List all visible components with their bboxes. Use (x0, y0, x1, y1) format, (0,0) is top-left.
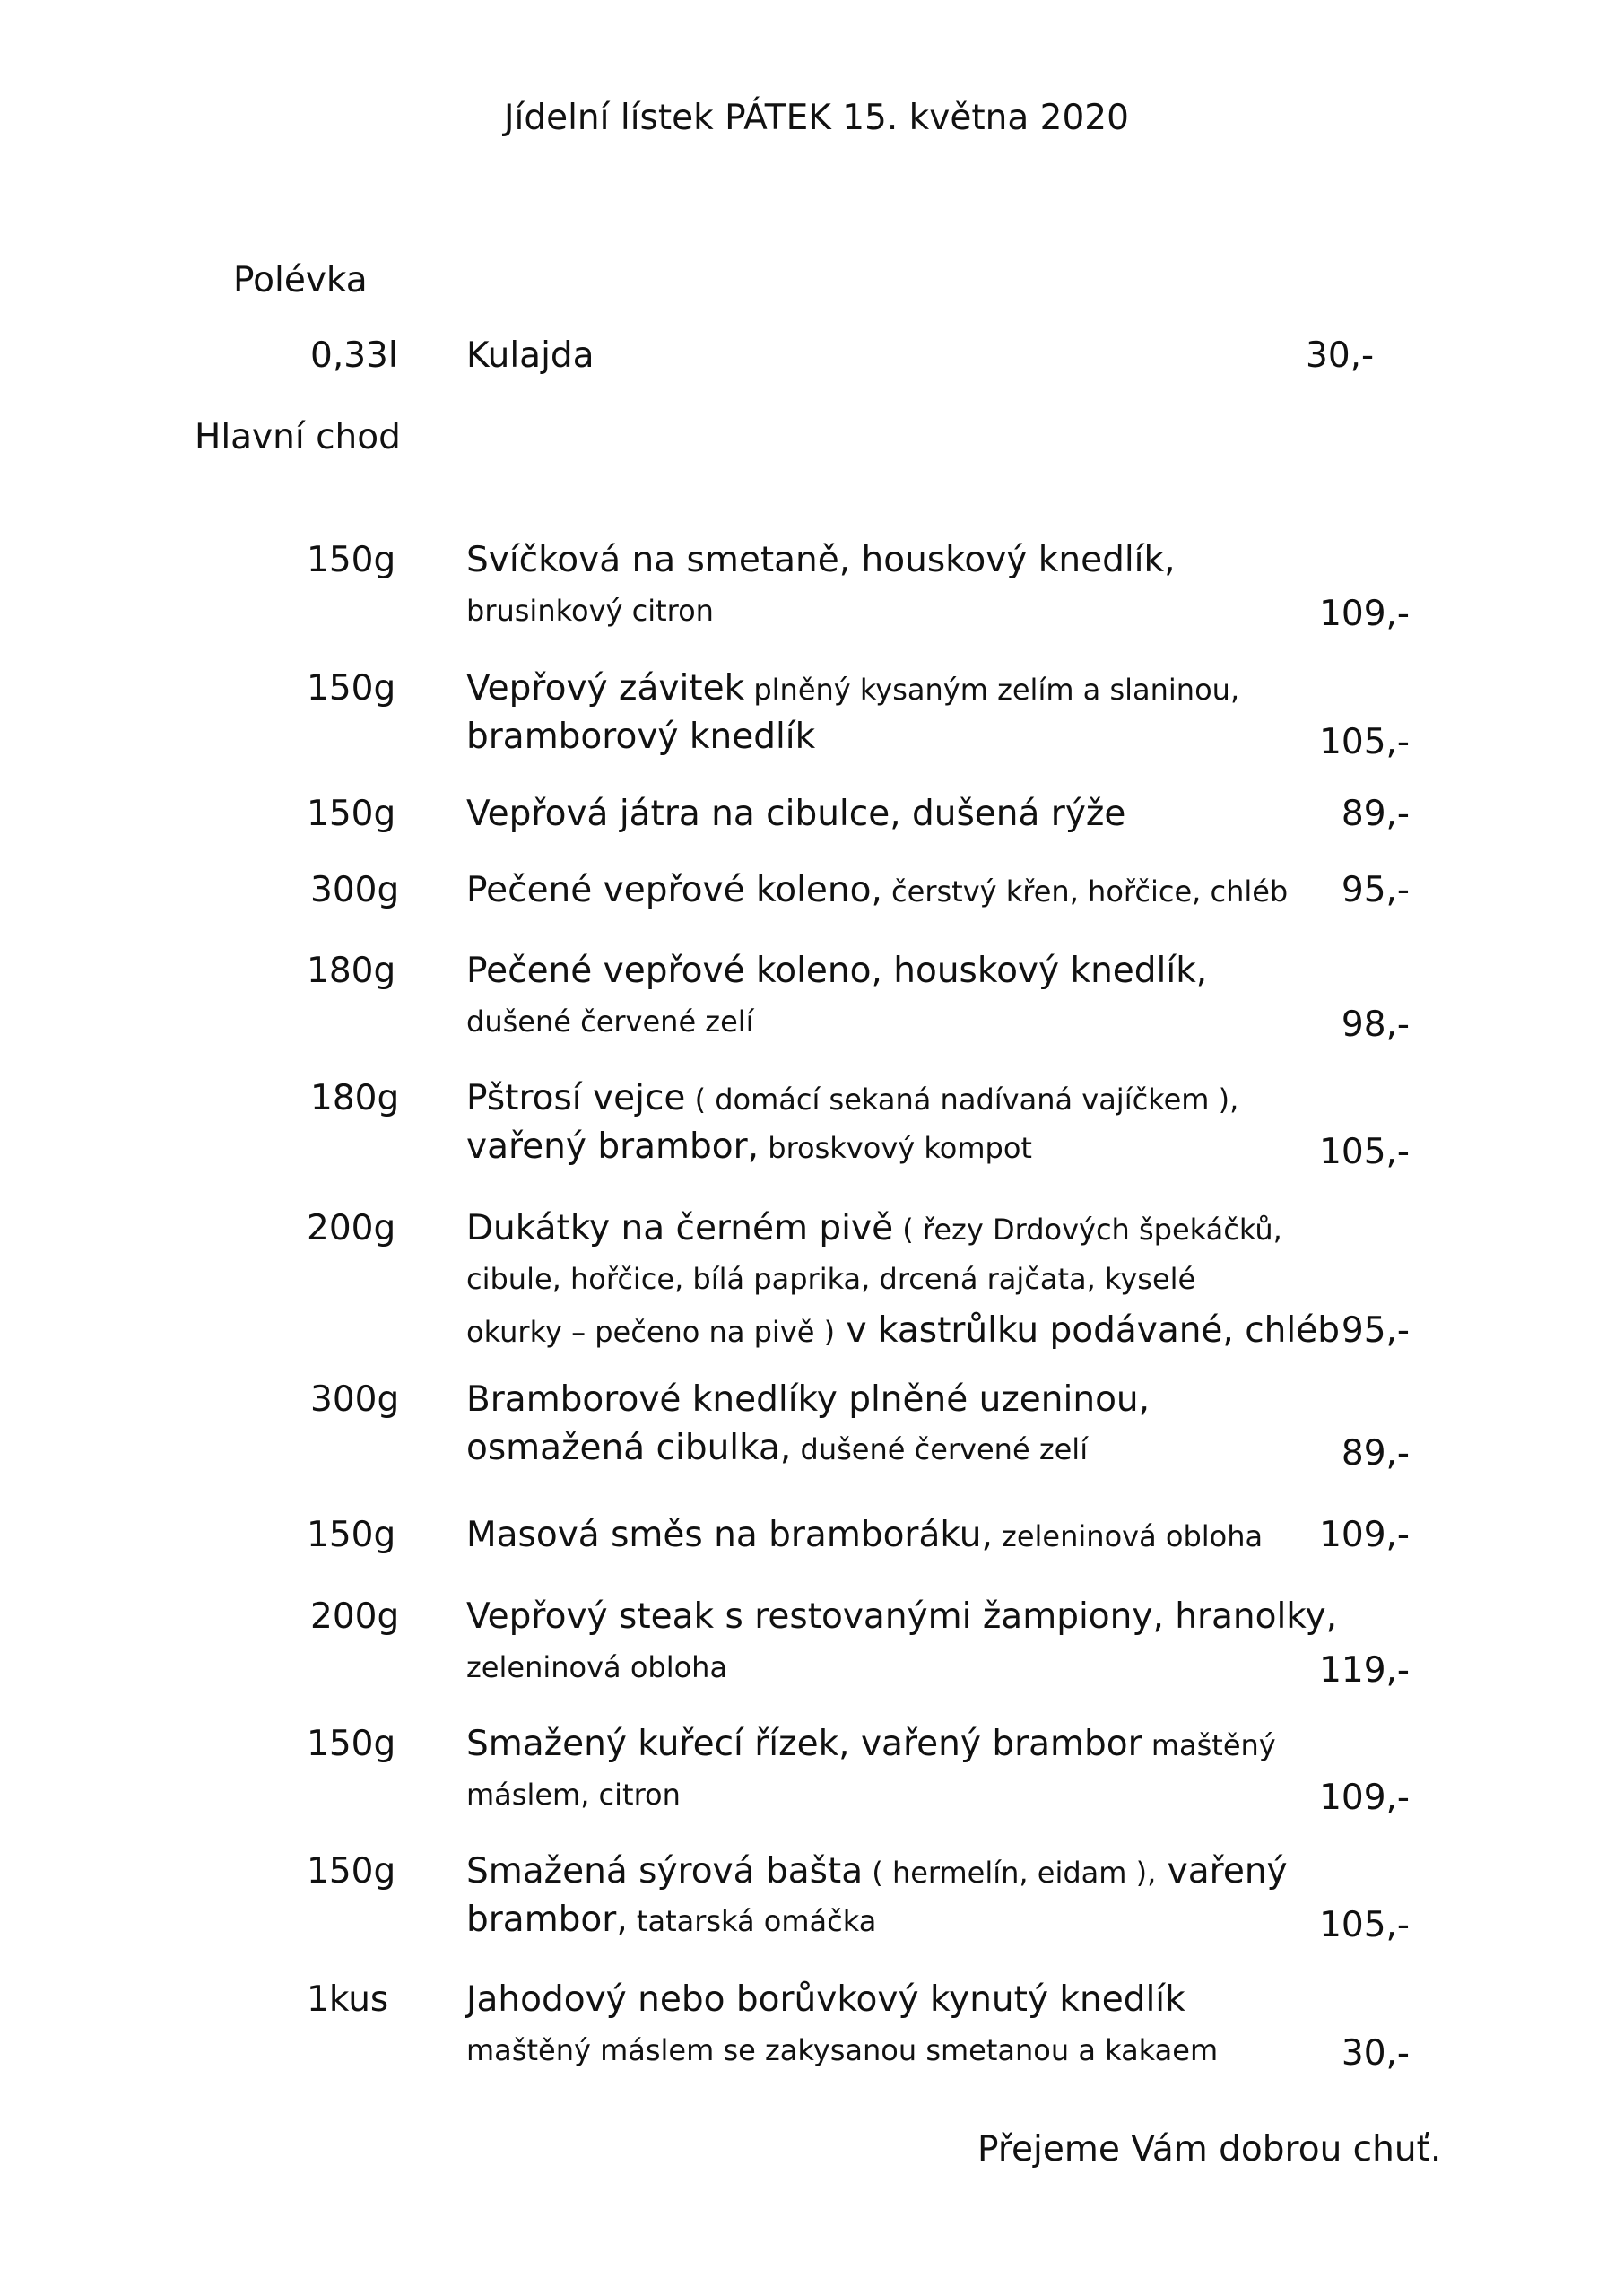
item-price: 89,- (1341, 1433, 1410, 1474)
item-name: Smažená sýrová bašta (466, 1851, 864, 1892)
item-line (466, 1428, 1089, 1468)
item-name: Masová směs na bramboráku, (466, 1515, 993, 1555)
item-price: 105,- (1319, 1132, 1410, 1172)
item-qty: 150g (307, 1724, 396, 1764)
item-line (466, 1310, 1340, 1351)
footer-text: Přejeme Vám dobrou chuť. (977, 2129, 1442, 2170)
item-line (466, 2033, 1219, 2067)
item-detail: cibule, hořčice, bílá paprika, drcená rajčata, kyselé (466, 1262, 1196, 1296)
item-detail: ( domácí sekaná nadívaná vajíčkem ), (685, 1083, 1239, 1117)
item-detail: tatarská omáčka (627, 1904, 877, 1938)
item-qty: 1kus (307, 1979, 389, 2020)
item-detail: broskvový kompot (759, 1131, 1032, 1165)
item-line (466, 1979, 1185, 2020)
item-line (466, 870, 1289, 910)
item-detail: čerstvý křen, hořčice, chléb (881, 874, 1289, 909)
item-detail: okurky – pečeno na pivě ) (466, 1315, 836, 1349)
item-detail: zeleninová obloha (992, 1519, 1264, 1553)
item-name: Bramborové knedlíky plněné uzeninou, (466, 1379, 1151, 1420)
item-name: Vepřový závitek (466, 668, 745, 709)
soup-heading: Polévka (233, 260, 368, 300)
item-price: 105,- (1319, 722, 1410, 762)
item-qty: 180g (307, 951, 396, 991)
item-qty: 200g (310, 1596, 400, 1637)
item-qty: 150g (307, 1515, 396, 1555)
item-qty: 150g (307, 794, 396, 834)
menu-title: Jídelní lístek PÁTEK 15. května 2020 (504, 98, 1129, 138)
item-name: Pečené vepřové koleno, houskový knedlík, (466, 951, 1208, 991)
item-qty: 150g (307, 540, 396, 580)
item-line (466, 717, 816, 757)
item-line (466, 1778, 681, 1812)
item-price: 95,- (1341, 1310, 1410, 1351)
soup-qty: 0,33l (310, 335, 398, 376)
item-detail: maštěný (1142, 1728, 1276, 1762)
item-detail: ( řezy Drdových špekáčků, (893, 1213, 1282, 1247)
item-qty: 150g (307, 668, 396, 709)
item-name: Dukátky na černém pivě (466, 1208, 894, 1248)
item-name: Pečené vepřové koleno, (466, 870, 882, 910)
item-price: 109,- (1319, 1778, 1410, 1818)
item-line (466, 594, 714, 628)
item-line (466, 1262, 1196, 1296)
item-detail: dušené červené zelí (791, 1432, 1089, 1466)
item-price: 105,- (1319, 1905, 1410, 1945)
item-name: Vepřový steak s restovanými žampiony, hranolky, (466, 1596, 1337, 1637)
item-detail: dušené červené zelí (466, 1004, 754, 1039)
item-price: 30,- (1341, 2033, 1410, 2074)
item-line (466, 1851, 1288, 1892)
item-detail: máslem, citron (466, 1778, 681, 1812)
item-name: osmažená cibulka, (466, 1428, 792, 1468)
item-name: vařený brambor, (466, 1126, 760, 1167)
item-detail: brusinkový citron (466, 594, 714, 628)
item-line (466, 1078, 1239, 1118)
item-price: 109,- (1319, 1515, 1410, 1555)
item-price: 89,- (1341, 794, 1410, 834)
item-line (466, 1650, 728, 1684)
item-line (466, 1208, 1282, 1248)
item-line (466, 951, 1208, 991)
item-name: Jahodový nebo borůvkový kynutý knedlík (466, 1979, 1185, 2020)
item-line (466, 1724, 1276, 1764)
item-name: Smažený kuřecí řízek, vařený brambor (466, 1724, 1142, 1764)
item-name: Pštrosí vejce (466, 1078, 686, 1118)
item-detail: maštěný máslem se zakysanou smetanou a kakaem (466, 2033, 1219, 2067)
item-line (466, 1379, 1151, 1420)
item-qty: 300g (310, 1379, 400, 1420)
item-price: 95,- (1341, 870, 1410, 910)
item-line (466, 1515, 1264, 1555)
item-line (466, 1126, 1032, 1167)
soup-price: 30,- (1306, 335, 1375, 376)
main-heading: Hlavní chod (195, 417, 401, 457)
item-detail: ( hermelín, eidam ), (863, 1856, 1157, 1890)
item-qty: 180g (310, 1078, 400, 1118)
item-name: bramborový knedlík (466, 717, 816, 757)
item-detail: zeleninová obloha (466, 1650, 728, 1684)
item-price: 109,- (1319, 594, 1410, 634)
item-price: 119,- (1319, 1650, 1410, 1691)
item-line (466, 1004, 754, 1039)
item-qty: 200g (307, 1208, 396, 1248)
item-line (466, 794, 1126, 834)
item-name: brambor, (466, 1900, 628, 1940)
item-line (466, 1596, 1337, 1637)
item-price: 98,- (1341, 1004, 1410, 1045)
item-qty: 300g (310, 870, 400, 910)
soup-name: Kulajda (466, 335, 595, 376)
item-detail: plněný kysaným zelím a slaninou, (744, 673, 1240, 707)
item-name: Svíčková na smetaně, houskový knedlík, (466, 540, 1176, 580)
item-line (466, 668, 1240, 709)
item-name: Vepřová játra na cibulce, dušená rýže (466, 794, 1126, 834)
item-tail: v kastrůlku podávané, chléb (835, 1310, 1340, 1351)
item-line (466, 1900, 877, 1940)
item-qty: 150g (307, 1851, 396, 1892)
item-extra: vařený (1156, 1851, 1288, 1892)
item-line (466, 540, 1176, 580)
